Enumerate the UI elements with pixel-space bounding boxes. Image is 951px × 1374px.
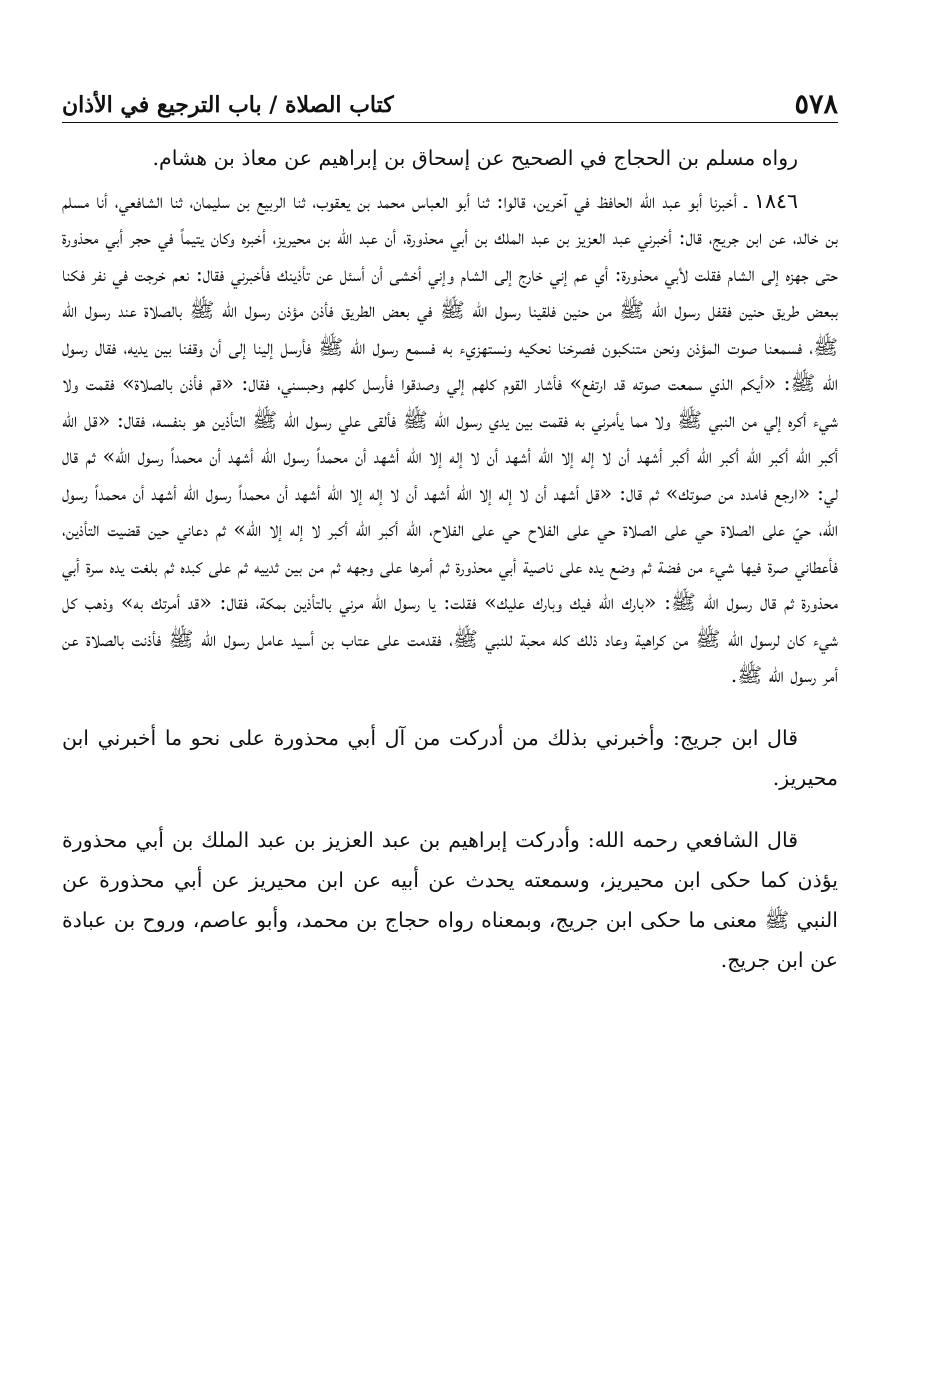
- hadith-number: ١٨٤٦: [753, 188, 798, 213]
- page-number: ٥٧٨: [794, 89, 838, 120]
- running-header: [62, 80, 838, 123]
- hadith-text: ـ أخبرنا أبو عبد الله الحافظ في آخرين، قالوا: ثنا أبو العباس محمد بن يعقوب، ثنا الربيع بن سليمان، ثنا الشافعي، أنا مسلم بن خالد، عن ابن جريج، قال: أخبرني عبد العزيز بن عبد الملك بن أبي محذورة، أن عبد الله بن محيريز، أخبره وكان يتيماً في حجر أبي محذورة حتى جهزه إلى الشام فقلت لأبي محذورة: أي عم إني خارج إلى الشام وإني أخشى أن أسئل عن تأذينك فأخبرني فقال: نعم خرجت في نفر فكنا ببعض طريق حنين فقفل رسول الله ﷺ من حنين فلقينا رسول الله ﷺ في بعض الطريق فأذن مؤذن رسول الله ﷺ بالصلاة عند رسول الله ﷺ، فسمعنا صوت المؤذن ونحن متنكبون فصرخنا نحكيه ونستهزيء به فسمع رسول الله ﷺ فأرسل إلينا إلى أن وقفنا بين يديه، فقال رسول الله ﷺ: «أيكم الذي سمعت صوته قد ارتفع» فأشار القوم كلهم إلي وصدقوا فأرسل كلهم وحبسني، فقال: «قم فأذن بالصلاة» فقمت ولا شيء أكره إلي من النبي ﷺ ولا مما يأمرني به فقمت بين يدي رسول الله ﷺ فألقى علي رسول الله ﷺ التأذين هو بنفسه، فقال: «قل الله أكبر الله أكبر الله أكبر الله أكبر أشهد أن لا إله إلا الله أشهد أن لا إله إلا الله أشهد أن محمداً رسول الله أشهد أن محمداً رسول الله» ثم قال لي: «ارجع فامدد من صوتك» ثم قال: «قل أشهد أن لا إله إلا الله أشهد أن لا إله إلا الله أشهد أن محمداً رسول الله أشهد أن محمداً رسول الله، حيّ على الصلاة حي على الصلاة حي على الفلاح حي على الفلاح، الله أكبر الله أكبر لا إله إلا الله» ثم دعاني حين قضيت التأذين، فأعطاني صرة فيها شيء من فضة ثم وضع يده على ناصية أبي محذورة ثم أمرها على وجهه ثم من بين ثدييه ثم على كبده ثم بلغت يده سرة أبي محذورة ثم قال رسول الله ﷺ: «بارك الله فيك وبارك عليك» فقلت: يا رسول الله مرني بالتأذين بمكة، فقال: «قد أمرتك به» وذهب كل شيء كان لرسول الله ﷺ من كراهية وعاد ذلك كله محبة للنبي ﷺ، فقدمت على عتاب بن أسيد عامل رسول الله ﷺ فأذنت بالصلاة عن أمر رسول الله ﷺ.: [62, 188, 838, 687]
- hadith-paragraph: [62, 183, 838, 694]
- main-text: [62, 140, 838, 980]
- shafii-paragraph: قال الشافعي رحمه الله: وأدركت إبراهيم بن عبد العزيز بن عبد الملك بن أبي محذورة يؤذن كما حكى ابن محيريز، وسمعته يحدث عن أبيه عن ابن محيريز عن أبي محذورة عن النبي ﷺ معنى ما حكى ابن جريج، وبمعناه رواه حجاج بن محمد، وأبو عاصم، وروح بن عبادة عن ابن جريج.: [62, 827, 838, 972]
- ibn-jurayj-paragraph: قال ابن جريج: وأخبرني بذلك من أدركت من آل أبي محذورة على نحو ما أخبرني ابن محيريز.: [62, 725, 838, 790]
- intro-paragraph: رواه مسلم بن الحجاج في الصحيح عن إسحاق بن إبراهيم عن معاذ بن هشام.: [152, 146, 798, 170]
- chapter-title: كتاب الصلاة / باب الترجيع في الأذان: [62, 92, 394, 118]
